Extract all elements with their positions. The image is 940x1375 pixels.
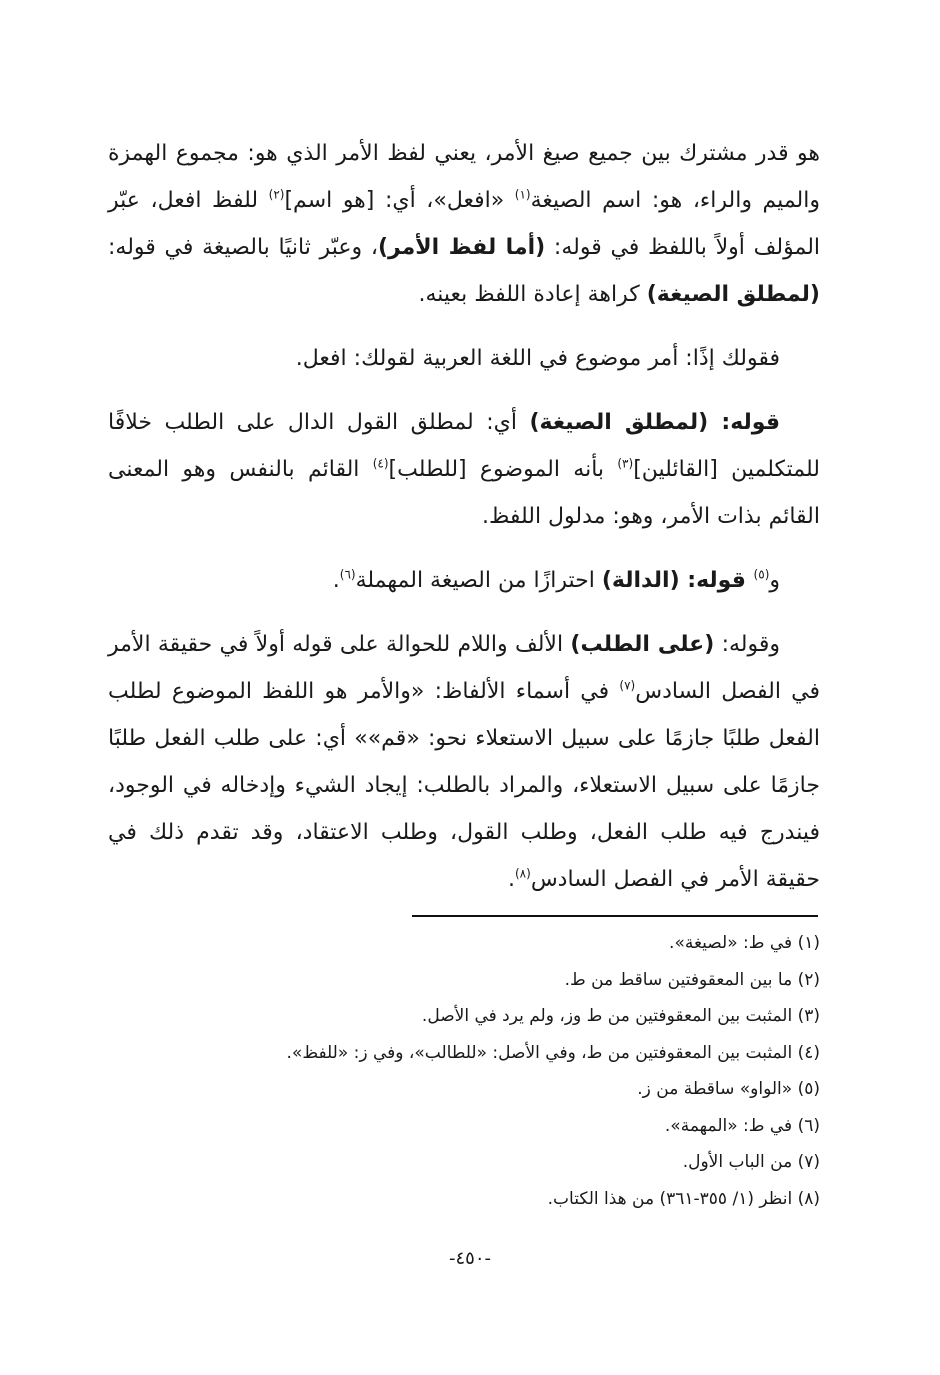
text-run: «افعل»، أي: [هو اسم] [284,188,515,213]
text-run: في أسماء الألفاظ: «والأمر هو اللفظ الموضوع لطلب الفعل طلبًا جازمًا على سبيل الاستعلاء نحو: «قم»» أي: على طلب الفعل طلبًا جازمًا على سبيل الاستعلاء، والمراد بالطلب: إيجاد الشيء وإدخاله في الوجود، فيندرج فيه طلب الفعل، وطلب القول، وطلب الاعتقاد، وقد تقدم ذلك في حقيقة الأمر في الفصل السادس [108,679,820,892]
text-run: احترازًا من الصيغة المهملة [355,568,602,593]
text-run: كراهة إعادة اللفظ بعينه. [418,282,647,307]
footnote-ref: (٨) [514,866,531,881]
text-run: (أما لفظ الأمر) [377,235,546,260]
text-run: (الدالة) [601,568,680,593]
text-run: (لمطلق الصيغة) [529,410,709,435]
footnote: (١) في ط: «لصيغة». [669,933,820,953]
text-run: القائم بالنفس وهو المعنى القائم بذات الأمر، وهو: مدلول اللفظ. [108,457,820,529]
text-run: ، وعبّر ثانيًا بالصيغة في قوله: [108,235,378,260]
text-run: قوله: [708,410,780,435]
footnote: (٧) من الباب الأول. [682,1152,820,1172]
text-run: بأنه الموضوع [للطلب] [388,457,618,482]
text-run: الألف واللام للحوالة على قوله أولاً في حقيقة الأمر في الفصل السادس [108,632,821,704]
paragraph [108,130,820,318]
footnote: (٤) المثبت بين المعقوفتين من ط، وفي الأصل: «للطالب»، وفي ز: «للفظ». [286,1042,820,1063]
text-run: للفظ افعل، عبّر المؤلف أولاً باللفظ في قوله: [108,188,821,260]
text-run: . [332,568,340,593]
text-run: (على الطلب) [570,632,715,657]
footnote: (٨) انظر (١/ ٣٥٥-٣٦١) من هذا الكتاب. [547,1188,820,1209]
footnote-ref: (٤) [372,456,389,471]
text-run: وقوله: [714,632,780,657]
page-number: -٤٥٠- [448,1248,491,1269]
text-run: فقولك إذًا: أمر موضوع في اللغة العربية لقولك: افعل. [295,346,780,371]
paragraph [108,557,820,604]
footnote: (٦) في ط: «المهمة». [664,1115,820,1136]
text-run: قوله: [679,568,754,593]
main-text [108,130,820,903]
text-run: . [507,867,515,892]
footnote-ref: (١) [514,187,531,202]
text-run: (لمطلق الصيغة) [646,282,820,307]
paragraph [108,399,820,540]
text-run: هو قدر مشترك بين جميع صيغ الأمر، يعني لفظ الأمر الذي هو: مجموع الهمزة والميم والراء، هو: اسم الصيغة [108,141,820,213]
footnotes [108,925,820,1217]
text-run: أي: لمطلق القول الدال على الطلب خلافًا للمتكلمين [القائلين] [108,410,820,482]
text-run: و [769,568,780,593]
footnote-ref: (٦) [339,567,356,582]
footnote-ref: (٥) [753,567,770,582]
paragraph [108,335,820,382]
footnote: (٥) «الواو» ساقطة من ز. [637,1079,820,1099]
footnote: (٢) ما بين المعقوفتين ساقط من ط. [564,969,820,990]
footnote-divider [412,915,818,917]
footnote-ref: (٢) [268,187,285,202]
footnote-ref: (٣) [617,456,634,471]
footnote-ref: (٧) [619,678,636,693]
paragraph [108,621,820,903]
footnote: (٣) المثبت بين المعقوفتين من ط وز، ولم يرد في الأصل. [421,1006,820,1026]
